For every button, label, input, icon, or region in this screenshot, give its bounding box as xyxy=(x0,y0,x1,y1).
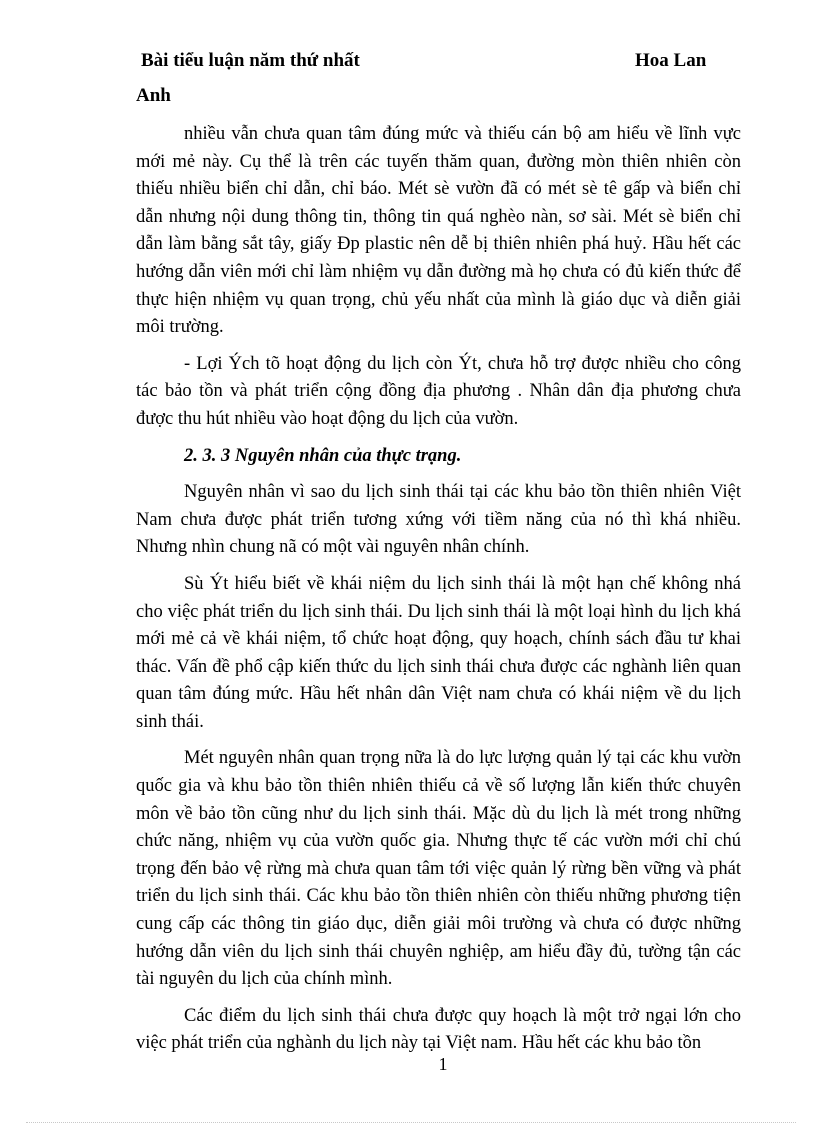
body-text xyxy=(136,121,741,1067)
paragraph: nhiều vẫn chưa quan tâm đúng mức và thiếu cán bộ am hiểu về lĩnh vực mới mẻ này. Cụ thể là trên các tuyến thăm quan, đường mòn thiên nhiên còn thiếu nhiều biển chỉ dẫn, chỉ báo. Mét sè vườn đã có mét sè tê gấp và biển chỉ dẫn nhưng nội dung thông tin, thông tin quá nghèo nàn, sơ sài. Mét sè biển chỉ dẫn làm bằng sắt tây, giấy Ðp plastic nên dễ bị thiên nhiên phá huỷ. Hầu hết các hướng dẫn viên mới chỉ làm nhiệm vụ dẫn đường mà họ chưa có đủ kiến thức để thực hiện nhiệm vụ quan trọng, chủ yếu nhất của mình là giáo dục và diễn giải môi trường. xyxy=(136,124,741,338)
paragraph: - Lợi Ých tõ hoạt động du lịch còn Ýt, chưa hỗ trợ được nhiều cho công tác bảo tồn và phát triển cộng đồng địa phương . Nhân dân địa phương chưa được thu hút nhiều vào hoạt động du lịch của vườn. xyxy=(136,353,741,429)
section-heading: 2. 3. 3 Nguyên nhân của thực trạng. xyxy=(184,445,462,466)
paragraph: Các điểm du lịch sinh thái chưa được quy hoạch là một trở ngại lớn cho việc phát triển của nghành du lịch này tại Việt nam. Hầu hết các khu bảo tồn xyxy=(136,1005,741,1054)
header-author: Hoa Lan xyxy=(635,50,707,71)
paragraph: Sù Ýt hiểu biết về khái niệm du lịch sinh thái là một hạn chế không nhá cho việc phát triển du lịch sinh thái. Du lịch sinh thái là một loại hình du lịch khá mới mẻ cả về khái niệm, tổ chức hoạt động, quy hoạch, chính sách đầu tư khai thác. Vấn đề phổ cập kiến thức du lịch sinh thái chưa được các nghành liên quan quan tâm đúng mức. Hầu hết nhân dân Việt nam chưa có khái niệm về du lịch sinh thái. xyxy=(136,573,741,732)
header-author-continuation: Anh xyxy=(136,85,171,106)
page-number: 1 xyxy=(438,1054,448,1074)
paragraph: Nguyên nhân vì sao du lịch sinh thái tại các khu bảo tồn thiên nhiên Việt Nam chưa được phát triển tương xứng với tiềm năng của nó thì khá nhiều. Nhưng nhìn chung nã có một vài nguyên nhân chính. xyxy=(136,482,741,558)
paragraph: Mét nguyên nhân quan trọng nữa là do lực lượng quản lý tại các khu vườn quốc gia và khu bảo tồn thiên nhiên thiếu cả về số lượng lẫn kiến thức chuyên môn về bảo tồn cũng như du lịch sinh thái. Mặc dù du lịch là mét trong những chức năng, nhiệm vụ của vườn quốc gia. Nhưng thực tế các vườn mới chỉ chú trọng đến bảo vệ rừng mà chưa quan tâm tới việc quản lý rừng bền vững và phát triển du lịch sinh thái. Các khu bảo tồn thiên nhiên còn thiếu những phương tiện cung cấp các thông tin giáo dục, diễn giải môi trường và chưa có được những hướng dẫn viên du lịch sinh thái chuyên nghiệp, am hiểu đầy đủ, tường tận các tài nguyên du lịch của chính mình. xyxy=(136,748,741,990)
header-title: Bài tiểu luận năm thứ nhất xyxy=(141,50,360,71)
